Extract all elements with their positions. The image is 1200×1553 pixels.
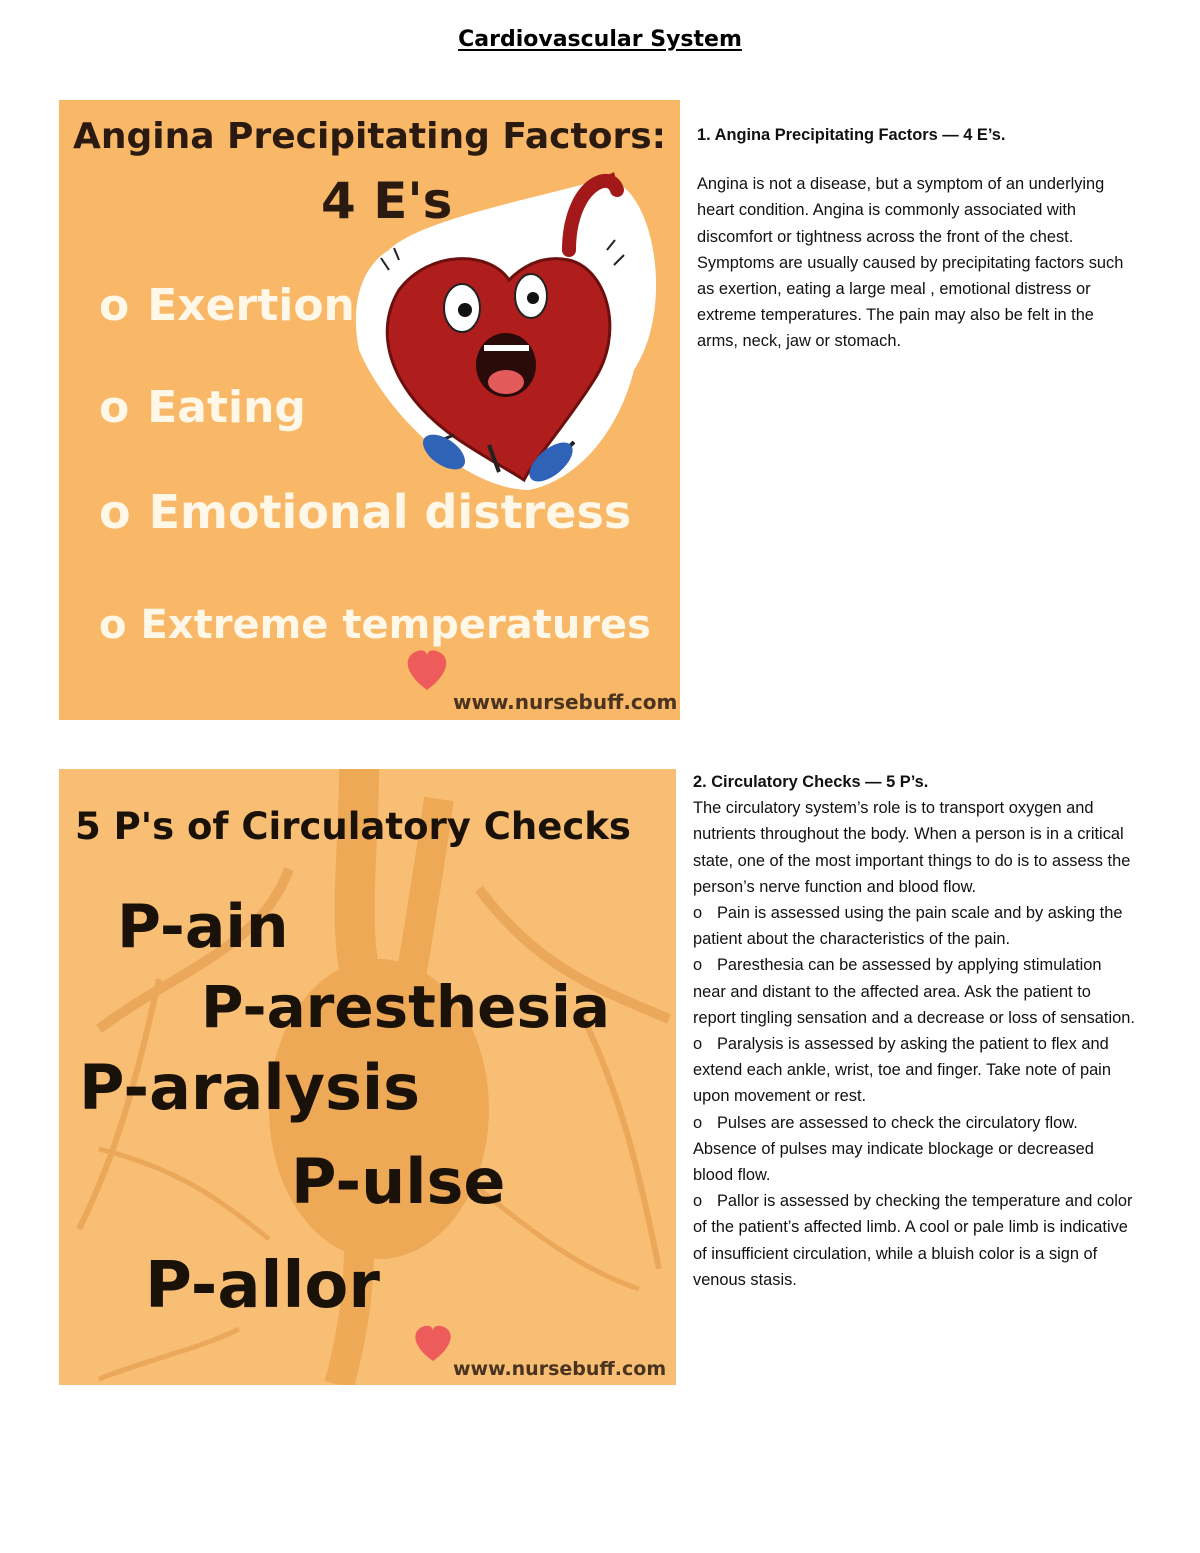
circulatory-bullet-5: o Pallor is assessed by checking the temperature and color of the patient’s affected limb. A cool or pale limb is indicative of insufficient circulation, while a bluish color is a sign of venous stasis. — [693, 1188, 1138, 1293]
circulatory-section-heading: 2. Circulatory Checks — 5 P’s. — [693, 773, 929, 791]
circulatory-bullet-2: o Paresthesia can be assessed by applying stimulation near and distant to the affected area. Ask the patient to report tingling sensation and a decrease or loss of sensation. — [693, 952, 1138, 1031]
circulatory-bullet-3: o Paralysis is assessed by asking the patient to flex and extend each ankle, wrist, toe and finger. Take note of pain upon movement or rest. — [693, 1031, 1138, 1110]
check-paresthesia: P-aresthesia — [201, 973, 611, 1041]
circulatory-bullet-4: o Pulses are assessed to check the circulatory flow. Absence of pulses may indicate blockage or decreased blood flow. — [693, 1110, 1138, 1189]
angina-poster-watermark: www.nursebuff.com — [453, 690, 678, 714]
check-paralysis: P-aralysis — [79, 1051, 421, 1124]
circulatory-poster — [59, 769, 676, 1385]
angina-poster-title: Angina Precipitating Factors: — [73, 116, 667, 157]
circulatory-poster-graphic — [59, 769, 676, 1385]
bullet-marker: o — [693, 1113, 703, 1132]
angina-poster-graphic — [59, 100, 680, 720]
bullet-marker: o — [693, 1192, 703, 1211]
angina-poster-subtitle: 4 E's — [321, 172, 453, 230]
circulatory-intro: The circulatory system’s role is to transport oxygen and nutrients throughout the body. When a person is in a critical state, one of the most important things to do is to assess the person’s nerve function and blood flow. — [693, 799, 1131, 896]
check-pallor: P-allor — [145, 1249, 380, 1323]
angina-factor-4: o Extreme temperatures — [99, 602, 651, 648]
check-pain: P-ain — [117, 892, 289, 962]
bullet-marker: o — [693, 904, 703, 923]
angina-poster — [59, 100, 680, 720]
circulatory-bullet-1: o Pain is assessed using the pain scale and by asking the patient about the characteristics of the pain. — [693, 900, 1138, 952]
bullet-marker: o — [693, 1035, 703, 1054]
circulatory-section — [693, 769, 1138, 1293]
page-title: Cardiovascular System — [458, 27, 742, 52]
bullet-marker: o — [693, 956, 703, 975]
angina-paragraph-1: Angina is not a disease, but a symptom of an underlying heart condition. Angina is commonly associated with discomfort or tightness across the front of the chest. — [697, 175, 1105, 246]
angina-factor-1: o Exertion — [99, 280, 355, 331]
check-pulse: P-ulse — [291, 1145, 506, 1218]
angina-factor-3: o Emotional distress — [99, 485, 632, 539]
angina-factor-2: o Eating — [99, 382, 306, 433]
angina-paragraph-2: Symptoms are usually caused by precipitating factors such as exertion, eating a large meal , emotional distress or extreme temperatures. The pain may also be felt in the arms, neck, jaw or stomach. — [697, 253, 1124, 351]
circulatory-poster-title: 5 P's of Circulatory Checks — [75, 805, 631, 848]
angina-section-heading: 1. Angina Precipitating Factors — 4 E’s. — [697, 126, 1006, 144]
angina-section — [697, 122, 1137, 355]
circulatory-poster-watermark: www.nursebuff.com — [453, 1358, 667, 1380]
